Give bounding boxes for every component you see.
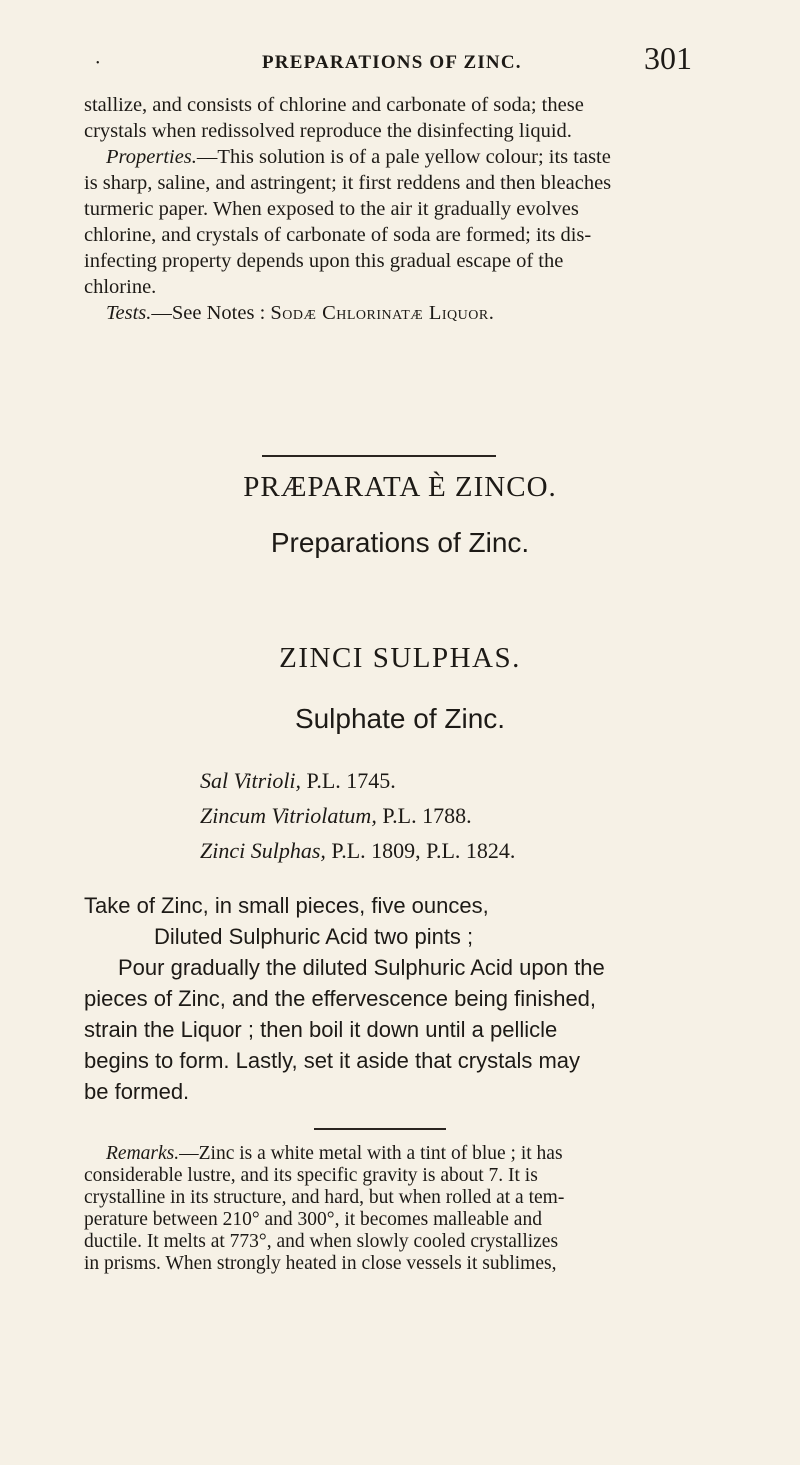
remarks-line: ductile. It melts at 773°, and when slowly cooled crystallizes: [84, 1231, 559, 1252]
section-english-heading: Preparations of Zinc.: [270, 527, 530, 558]
intro-line: infecting property depends upon this gradual escape of the: [84, 250, 564, 272]
properties-label: Properties.: [106, 146, 197, 168]
recipe-line: be formed.: [84, 1079, 190, 1104]
intro-paragraph: [84, 92, 714, 326]
synonym-ref: P.L. 1809, P.L. 1824.: [325, 838, 516, 863]
remarks-line: crystalline in its structure, and hard, but when rolled at a tem-: [84, 1187, 565, 1208]
remarks-line: considerable lustre, and its specific gravity is about 7. It is: [84, 1165, 538, 1186]
running-head: [0, 36, 800, 76]
intro-line: crystals when redissolved reproduce the disinfecting liquid.: [84, 120, 572, 142]
properties-line: [84, 144, 714, 170]
entry-latin-title: ZINCI SULPHAS.: [279, 642, 521, 674]
recipe-line: strain the Liquor ; then boil it down until a pellicle: [84, 1017, 558, 1042]
page-number: 301: [644, 40, 692, 76]
recipe-line: pieces of Zinc, and the effervescence being finished,: [84, 986, 597, 1011]
recipe-line: begins to form. Lastly, set it aside that crystals may: [84, 1048, 581, 1073]
synonym-name: Zinci Sulphas,: [200, 838, 326, 863]
intro-line: turmeric paper. When exposed to the air it gradually evolves: [84, 198, 579, 220]
synonym-ref: P.L. 1745.: [301, 768, 396, 793]
remarks-paragraph: [84, 1143, 724, 1275]
synonym-name: Sal Vitrioli,: [200, 768, 302, 793]
entry-english-title: Sulphate of Zinc.: [294, 703, 506, 734]
recipe-line: Take of Zinc, in small pieces, five ounces,: [84, 893, 489, 918]
synonym-line: [200, 768, 396, 794]
recipe-text: [84, 890, 734, 1107]
intro-line: is sharp, saline, and astringent; it first reddens and then bleaches: [84, 172, 612, 194]
running-title: PREPARATIONS OF ZINC.: [262, 52, 522, 73]
intro-line: chlorine.: [84, 276, 157, 298]
intro-line: chlorine, and crystals of carbonate of soda are formed; its dis-: [84, 224, 592, 246]
synonym-name: Zincum Vitriolatum,: [200, 803, 377, 828]
section-latin-heading: PRÆPARATA È ZINCO.: [243, 471, 557, 503]
remarks-first-line: [84, 1143, 724, 1165]
recipe-line: Pour gradually the diluted Sulphuric Acid upon the: [118, 955, 605, 980]
synonym-line: [200, 838, 515, 864]
remarks-label: Remarks.: [106, 1143, 180, 1164]
properties-text: —This solution is of a pale yellow colour; its taste: [196, 146, 611, 168]
intro-line: stallize, and consists of chlorine and carbonate of soda; these: [84, 94, 584, 116]
recipe-line: Diluted Sulphuric Acid two pints ;: [154, 924, 474, 949]
synonym-line: [200, 803, 472, 829]
remarks-rule: [314, 1128, 446, 1130]
tests-label: Tests.: [106, 302, 152, 324]
tests-line: [84, 300, 714, 326]
margin-marker: •: [96, 58, 100, 69]
remarks-line: in prisms. When strongly heated in close vessels it sublimes,: [84, 1253, 557, 1274]
remarks-line: perature between 210° and 300°, it becomes malleable and: [84, 1209, 542, 1230]
section-rule: [262, 455, 496, 457]
tests-reference: Sodæ Chlorinatæ Liquor.: [270, 302, 495, 324]
remarks-text: —Zinc is a white metal with a tint of blue ; it has: [179, 1143, 563, 1164]
tests-text: —See Notes :: [151, 302, 271, 324]
synonym-ref: P.L. 1788.: [376, 803, 472, 828]
